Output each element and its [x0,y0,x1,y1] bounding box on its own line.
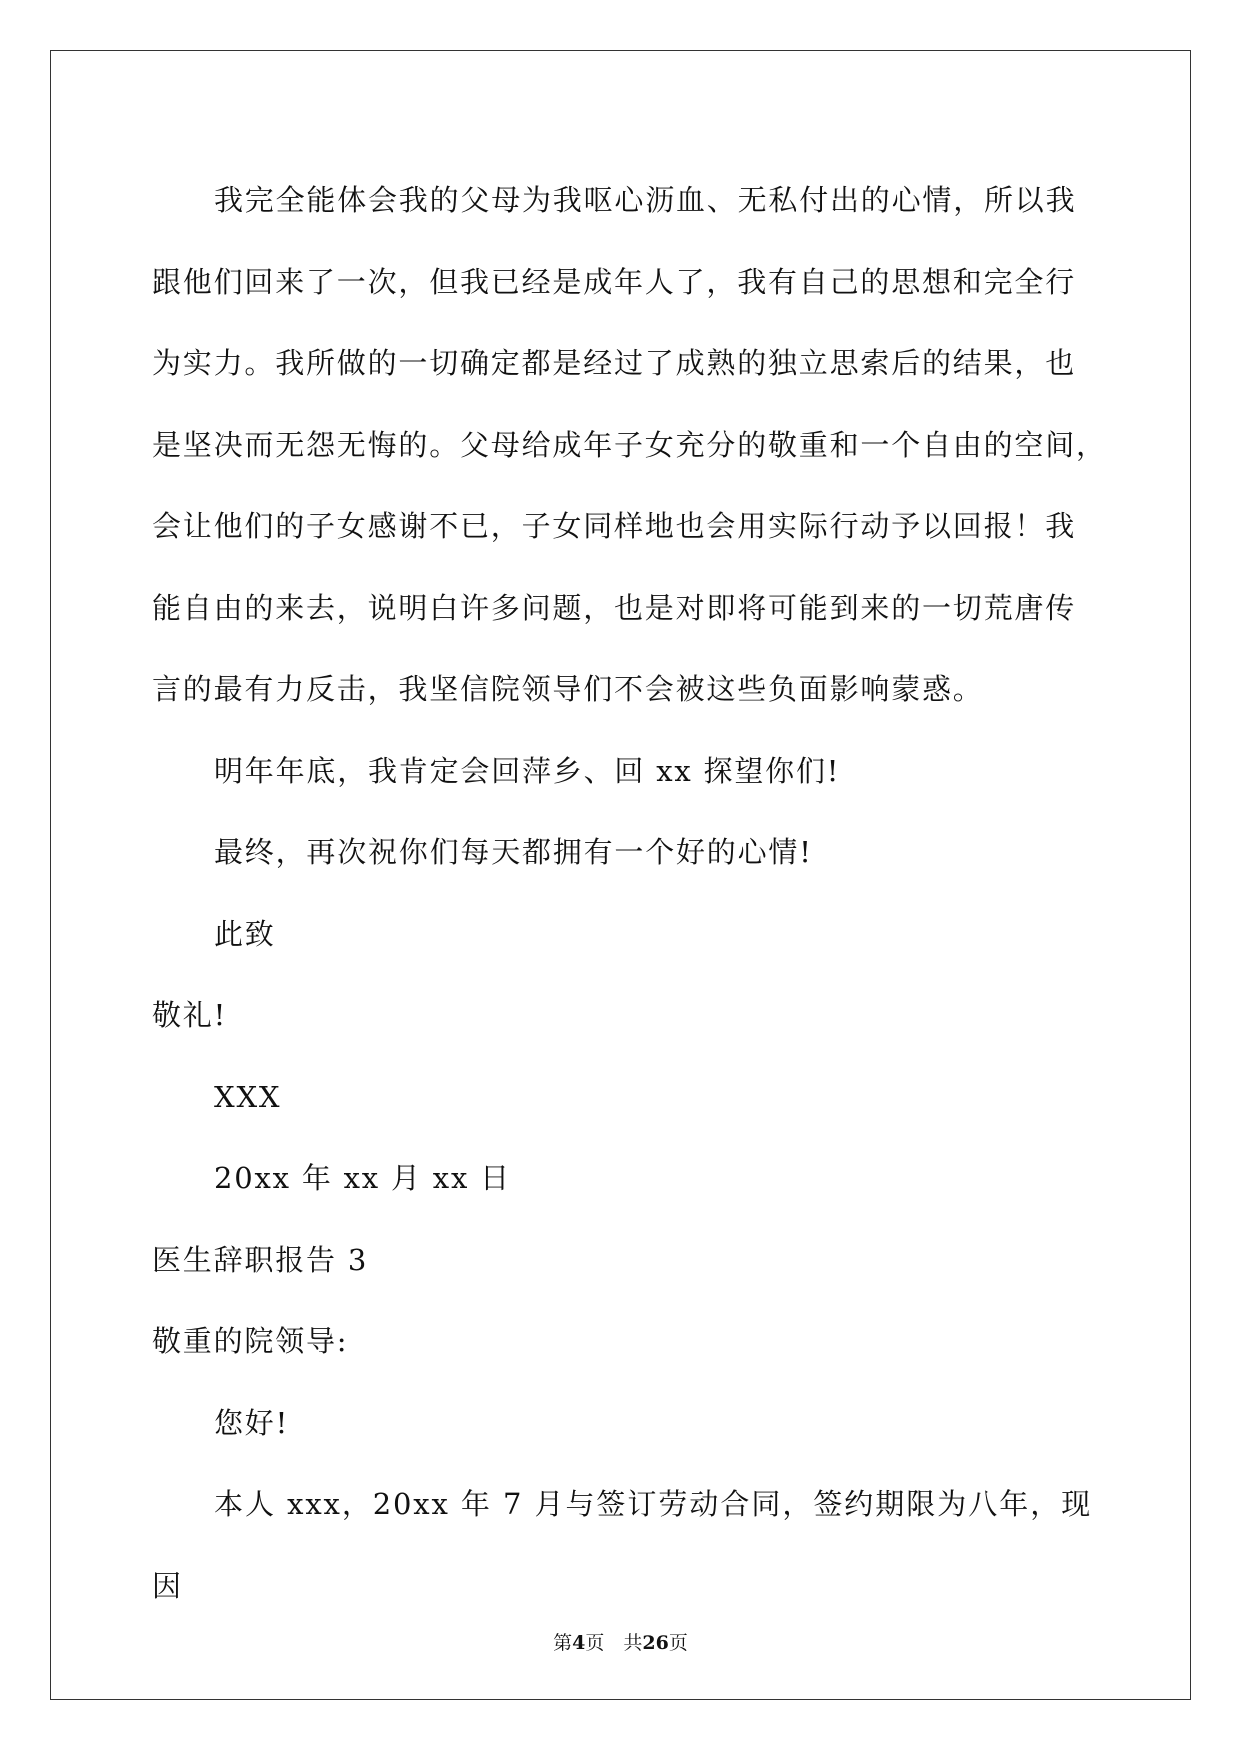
closing-phrase: 此致 [214,916,276,951]
signature-name: XXX [214,1079,282,1114]
footer-suffix: 页 [668,1632,688,1654]
document-body [152,160,1107,1627]
text-line: 言的最有力反击，我坚信院领导们不会被这些负面影响蒙惑。 [152,672,984,706]
text-line: 能自由的来去，说明白许多问题，也是对即将可能到来的一切荒唐传 [152,590,1077,625]
text-line: 会让他们的子女感谢不已，子女同样地也会用实际行动予以回报！我 [152,509,1077,543]
letter-greeting: 敬重的院领导: [152,1324,349,1358]
paragraph-parent-support [152,160,1107,731]
paragraph-visit-plan: 明年年底，我肯定会回萍乡、回 xx 探望你们! [214,753,841,788]
text-line: 我完全能体会我的父母为我呕心沥血、无私付出的心情，所以我 [214,183,1077,217]
text-line: 跟他们回来了一次，但我已经是成年人了，我有自己的思想和完全行 [152,264,1077,299]
letter-hello: 您好! [214,1405,290,1440]
salutation-regards: 敬礼! [152,998,228,1032]
text-line: 为实力。我所做的一切确定都是经过了成熟的独立思索后的结果，也 [152,346,1077,380]
signature-date: 20xx 年 xx 月 xx 日 [214,1161,511,1195]
total-pages: 26 [642,1632,669,1654]
paragraph-contract: 本人 xxx，20xx 年 7 月与签订劳动合同，签约期限为八年，现因 [152,1487,1092,1603]
page-footer [0,1628,1241,1655]
paragraph-wishes: 最终，再次祝你们每天都拥有一个好的心情! [214,835,813,869]
text-line: 是坚决而无怨无悔的。父母给成年子女充分的敬重和一个自由的空间， [152,427,1107,462]
footer-mid: 页 共 [585,1632,643,1654]
section-title: 医生辞职报告 3 [152,1242,369,1277]
page-number: 4 [572,1632,586,1654]
footer-prefix: 第 [553,1632,573,1654]
